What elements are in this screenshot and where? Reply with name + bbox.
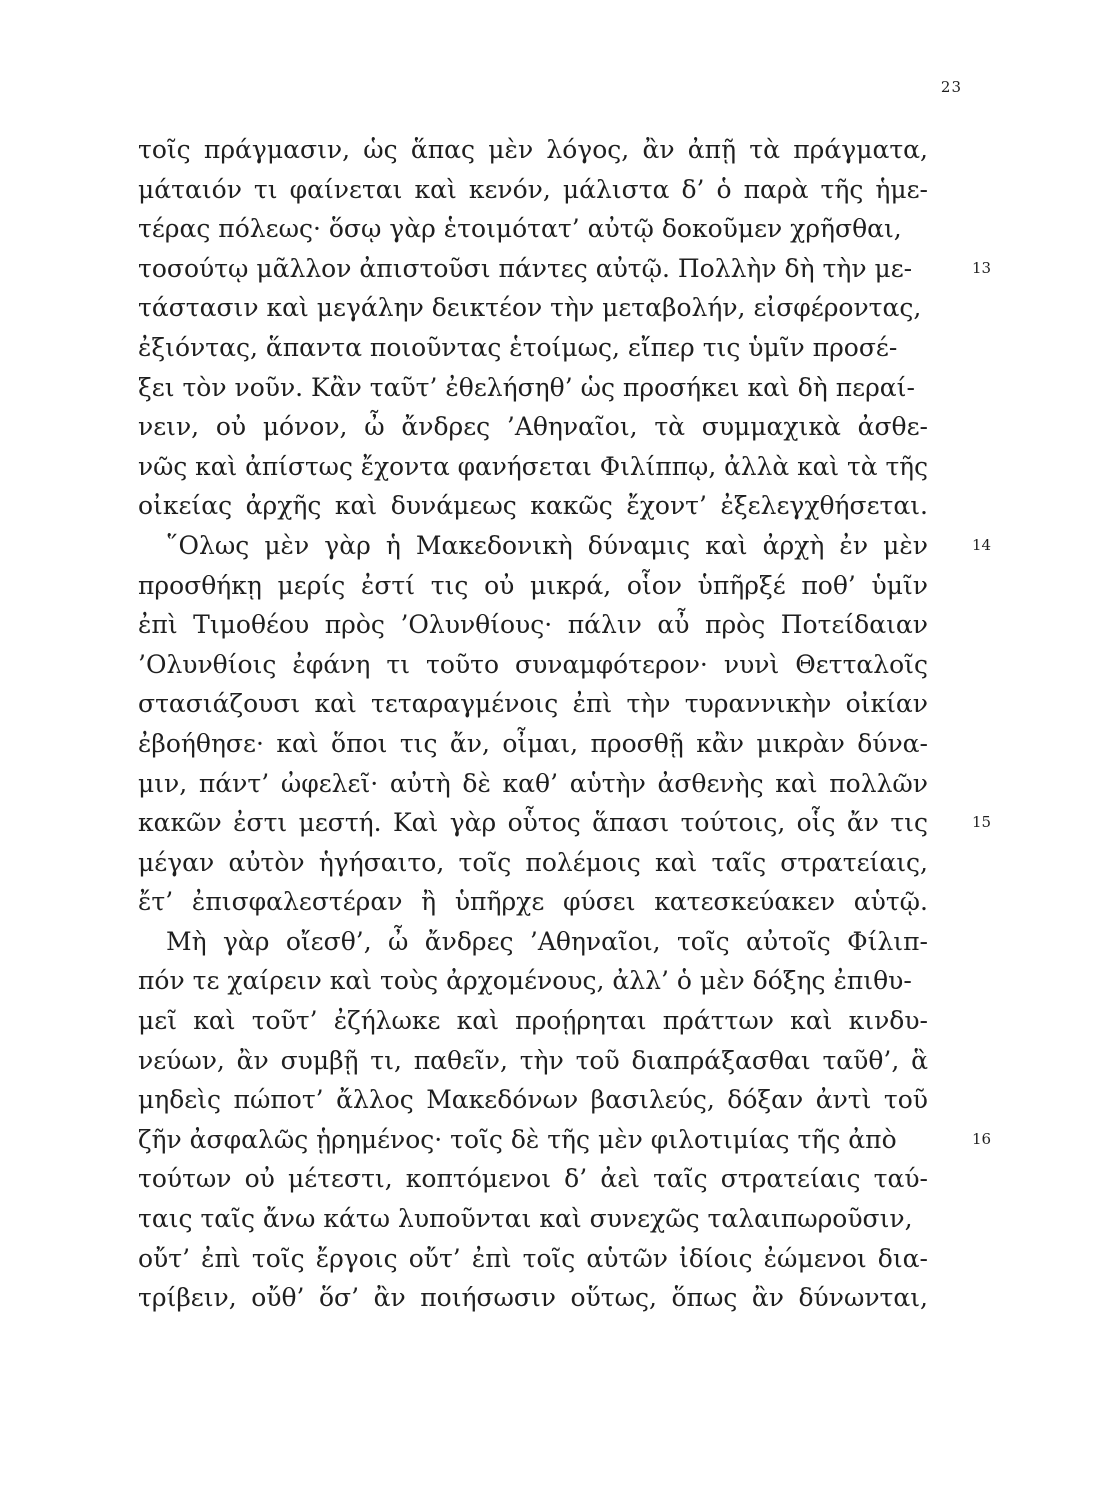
line-text: ταις ταῖς ἄνω κάτω λυποῦνται καὶ συνεχῶς ταλαιπωροῦσιν, (138, 1204, 913, 1234)
line-text: οἰκείας ἀρχῆς καὶ δυνάμεως κακῶς ἔχοντ’ ἐξελεγχθήσεται. (138, 491, 928, 521)
text-line (138, 803, 992, 843)
text-line (138, 130, 968, 170)
line-text: πόν τε χαίρειν καὶ τοὺς ἀρχομένους, ἀλλ’ ὁ μὲν δόξης ἐπιθυ- (138, 966, 912, 996)
line-text: τέρας πόλεως· ὅσῳ γὰρ ἑτοιμότατ’ αὐτῷ δοκοῦμεν χρῆσθαι, (138, 214, 902, 244)
text-line (138, 1159, 968, 1199)
text-line (138, 1199, 968, 1239)
line-text: στασιάζουσι καὶ τεταραγμένοις ἐπὶ τὴν τυραννικὴν οἰκίαν (138, 689, 928, 719)
text-line (138, 407, 968, 447)
section-number: 13 (972, 258, 992, 277)
text-line (138, 1278, 968, 1318)
line-text: τάστασιν καὶ μεγάλην δεικτέον τὴν μεταβολήν, εἰσφέροντας, (138, 293, 922, 323)
line-text: τούτων οὐ μέτεστι, κοπτόμενοι δ’ ἀεὶ ταῖς στρατείαις ταύ- (138, 1164, 928, 1194)
line-text: μιν, πάντ’ ὠφελεῖ· αὐτὴ δὲ καθ’ αὑτὴν ἀσθενὴς καὶ πολλῶν (138, 768, 928, 798)
line-text: τρίβειν, οὔθ’ ὅσ’ ἂν ποιήσωσιν οὕτως, ὅπως ἂν δύνωνται, (138, 1283, 928, 1313)
text-line (138, 764, 968, 804)
text-body (138, 130, 992, 1318)
text-line (138, 447, 968, 487)
text-line (138, 645, 968, 685)
text-line (138, 170, 968, 210)
line-text: Μὴ γὰρ οἴεσθ’, ὦ ἄνδρες ’Αθηναῖοι, τοῖς αὐτοῖς Φίλιπ- (166, 926, 928, 956)
line-text: ἐξιόντας, ἅπαντα ποιοῦντας ἑτοίμως, εἴπερ τις ὑμῖν προσέ- (138, 332, 898, 362)
text-line (138, 486, 968, 526)
text-line (138, 1080, 968, 1120)
line-text: ’Ολυνθίοις ἐφάνη τι τοῦτο συναμφότερον· νυνὶ Θετταλοῖς (138, 649, 928, 679)
line-text: τοῖς πράγμασιν, ὡς ἅπας μὲν λόγος, ἂν ἀπῇ τὰ πράγματα, (138, 135, 928, 164)
text-line (138, 288, 968, 328)
line-text: οὔτ’ ἐπὶ τοῖς ἔργοις οὔτ’ ἐπὶ τοῖς αὑτῶν ἰδίοις ἐώμενοι δια- (138, 1243, 928, 1273)
line-text: μέγαν αὐτὸν ἡγήσαιτο, τοῖς πολέμοις καὶ ταῖς στρατείαις, (138, 847, 928, 877)
line-text: ἐβοήθησε· καὶ ὅποι τις ἄν, οἶμαι, προσθῇ κἂν μικρὰν δύνα- (138, 728, 928, 758)
line-text: προσθήκῃ μερίς ἐστί τις οὐ μικρά, οἷον ὑπῆρξέ ποθ’ ὑμῖν (138, 570, 928, 600)
section-number: 15 (972, 813, 992, 832)
line-text: μάταιόν τι φαίνεται καὶ κενόν, μάλιστα δ’ ὁ παρὰ τῆς ἡμε- (138, 174, 928, 204)
text-line (138, 1001, 968, 1041)
text-line (138, 1041, 968, 1081)
line-text: τοσούτῳ μᾶλλον ἀπιστοῦσι πάντες αὐτῷ. Πολλὴν δὴ τὴν με- (138, 253, 913, 283)
text-line (138, 961, 968, 1001)
line-text: κακῶν ἐστι μεστή. Καὶ γὰρ οὗτος ἅπασι τούτοις, οἷς ἄν τις (138, 808, 928, 838)
line-text: μηδεὶς πώποτ’ ἄλλος Μακεδόνων βασιλεύς, δόξαν ἀντὶ τοῦ (138, 1085, 928, 1115)
text-line (138, 209, 968, 249)
line-text: ξει τὸν νοῦν. Κἂν ταῦτ’ ἐθελήσηθ’ ὡς προσήκει καὶ δὴ περαί- (138, 372, 915, 402)
line-text: νῶς καὶ ἀπίστως ἔχοντα φανήσεται Φιλίππῳ, ἀλλὰ καὶ τὰ τῆς (138, 451, 928, 481)
text-line (138, 605, 968, 645)
section-number: 14 (972, 535, 992, 554)
text-line (138, 249, 992, 289)
line-text: ἔτ’ ἐπισφαλεστέραν ἢ ὑπῆρχε φύσει κατεσκεύακεν αὑτῷ. (138, 887, 928, 917)
line-text: νεύων, ἂν συμβῇ τι, παθεῖν, τὴν τοῦ διαπράξασθαι ταῦθ’, ἃ (138, 1045, 928, 1075)
text-line (138, 526, 992, 566)
line-text: ἐπὶ Τιμοθέου πρὸς ’Ολυνθίους· πάλιν αὖ πρὸς Ποτείδαιαν (138, 610, 928, 640)
line-text: ζῆν ἀσφαλῶς ᾑρημένος· τοῖς δὲ τῆς μὲν φιλοτιμίας τῆς ἀπὸ (138, 1124, 897, 1154)
text-line (138, 843, 968, 883)
text-line (138, 368, 968, 408)
text-line (138, 1120, 992, 1160)
line-text: νειν, οὐ μόνον, ὦ ἄνδρες ’Αθηναῖοι, τὰ συμμαχικὰ ἀσθε- (138, 412, 928, 442)
text-line (138, 882, 968, 922)
text-line (138, 328, 968, 368)
text-line (138, 922, 968, 962)
page-number: 23 (940, 78, 962, 96)
text-line (138, 1239, 968, 1279)
text-line (138, 566, 968, 606)
line-text: ῞Ολως μὲν γὰρ ἡ Μακεδονικὴ δύναμις καὶ ἀρχὴ ἐν μὲν (166, 530, 928, 560)
section-number: 16 (972, 1129, 992, 1148)
text-line (138, 684, 968, 724)
text-line (138, 724, 968, 764)
line-text: μεῖ καὶ τοῦτ’ ἐζήλωκε καὶ προῄρηται πράττων καὶ κινδυ- (138, 1006, 928, 1036)
